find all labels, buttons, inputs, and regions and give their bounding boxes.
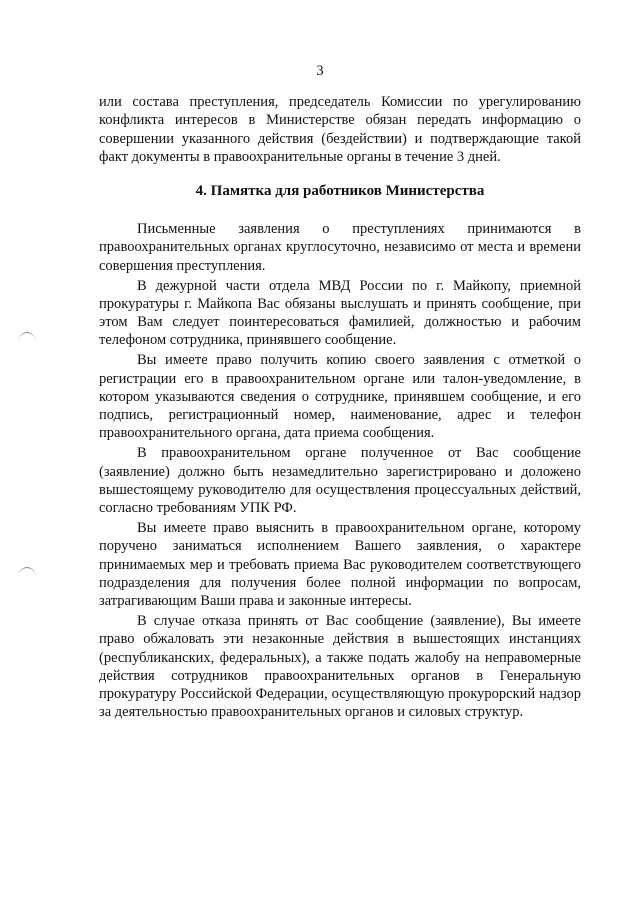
punch-hole-mark-bottom xyxy=(18,567,36,578)
page-number: 3 xyxy=(316,63,324,79)
paragraph-5: Вы имеете право выяснить в правоохранительном органе, которому поручено заниматься исполнением Вашего заявления, о характере принимаемых мер и требовать приема Вас руководителем соответствующего подразделения для получения более полной информации по вопросам, затрагивающим Ваши права и законные интересы. xyxy=(99,519,581,610)
section-heading: 4. Памятка для работников Министерства xyxy=(195,183,485,200)
paragraph-1: Письменные заявления о преступлениях принимаются в правоохранительных органах круглосуточно, независимо от места и времени совершения преступления. xyxy=(99,221,581,274)
paragraph-2: В дежурной части отдела МВД России по г. Майкопу, приемной прокуратуры г. Майкопа Вас обязаны выслушать и принять сообщение, при этом Вам следует поинтересоваться фамилией, должностью и рабочим телефоном сотрудника, принявшего сообщение. xyxy=(99,277,581,349)
paragraph-4: В правоохранительном органе полученное от Вас сообщение (заявление) должно быть незамедлительно зарегистрировано и доложено вышестоящему руководителю для осуществления процессуальных действий, согласно требованиям УПК РФ. xyxy=(99,445,581,517)
punch-hole-mark-top xyxy=(18,332,36,343)
document-body xyxy=(99,93,581,722)
paragraph-6: В случае отказа принять от Вас сообщение (заявление), Вы имеете право обжаловать эти незаконные действия в вышестоящих инстанциях (республиканских, федеральных), а также подать жалобу на неправомерные действия сотрудников правоохранительных органов в Генеральную прокуратуру Российской Федерации, осуществляющую прокурорский надзор за деятельностью правоохранительных органов и силовых структур. xyxy=(99,612,581,721)
paragraph-3: Вы имеете право получить копию своего заявления с отметкой о регистрации его в правоохранительном органе или талон-уведомление, в котором указываются сведения о сотруднике, принявшем сообщение, и его подпись, регистрационный номер, наименование, адрес и телефон правоохранительного органа, дата приема сообщения. xyxy=(99,352,581,442)
continuation-paragraph: или состава преступления, председатель Комиссии по урегулированию конфликта интересов в Министерстве обязан передать информацию о совершении указанного действия (бездействии) и подтверждающие такой факт документы в правоохранительные органы в течение 3 дней. xyxy=(99,94,581,165)
